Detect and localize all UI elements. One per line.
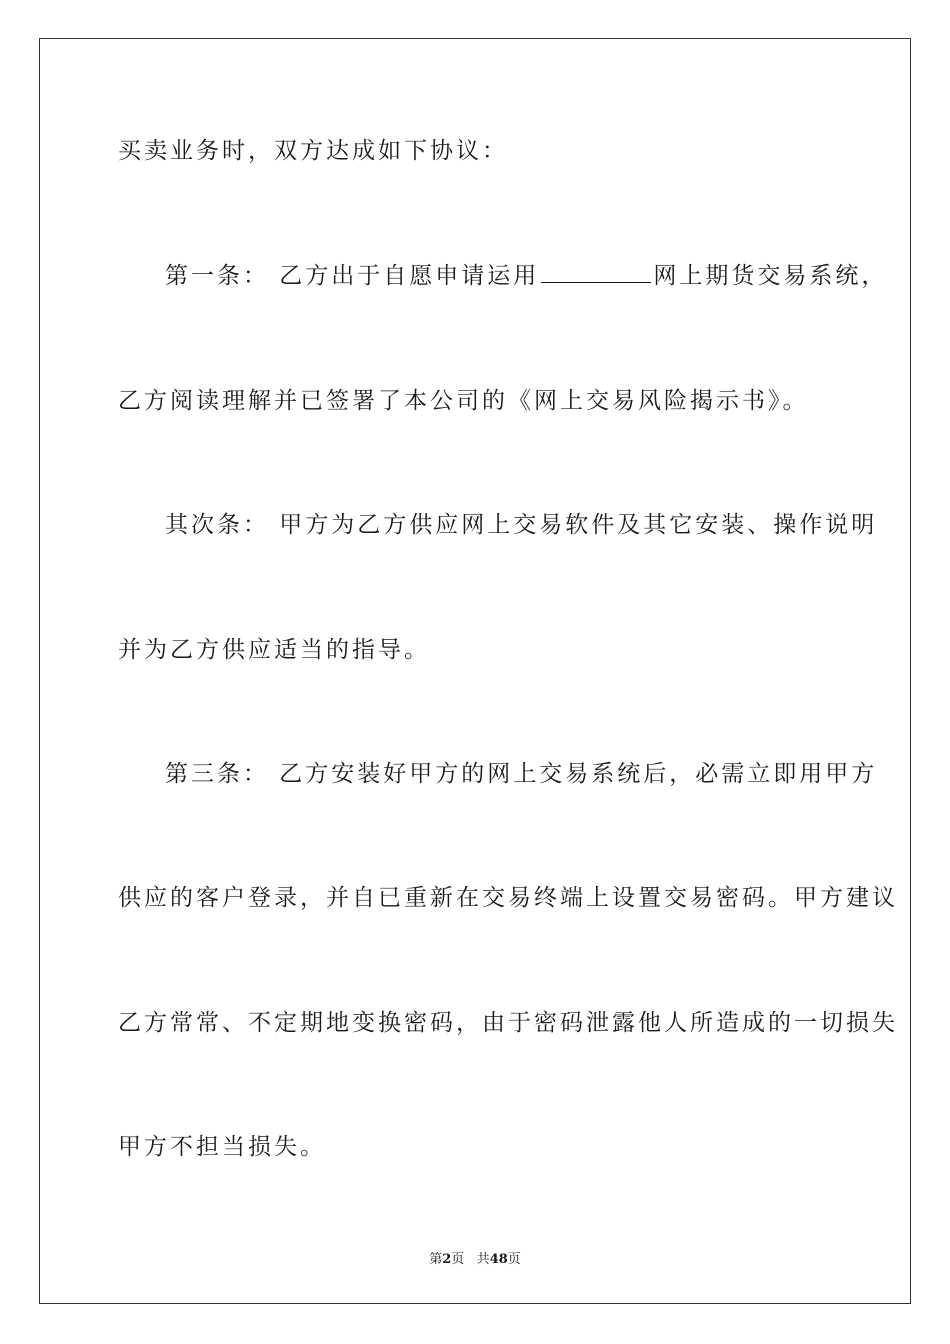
fill-in-blank: [541, 256, 651, 283]
page-border: [39, 38, 911, 1304]
page-footer: [0, 1248, 950, 1267]
page-suffix: 页: [451, 1252, 465, 1267]
total-pages: 48: [489, 1252, 508, 1267]
text-line-8: 乙方常常、不定期地变换密码，由于密码泄露他人所造成的一切损失: [118, 1010, 898, 1036]
text-line-5: 并为乙方供应适当的指导。: [118, 637, 430, 663]
total-prefix: 共: [476, 1252, 490, 1267]
total-suffix: 页: [507, 1252, 521, 1267]
text-line-3: 乙方阅读理解并已签署了本公司的《网上交易风险揭示书》。: [118, 388, 809, 414]
article-one-start: 第一条： 乙方出于自愿申请运用: [165, 263, 540, 289]
page-number: 2: [442, 1252, 452, 1267]
text-line-6: 第三条： 乙方安装好甲方的网上交易系统后，必需立即用甲方: [165, 761, 878, 787]
text-line-7: 供应的客户登录，并自已重新在交易终端上设置交易密码。甲方建议: [118, 885, 898, 911]
text-line-9: 甲方不担当损失。: [118, 1134, 326, 1160]
article-one-end: 网上期货交易系统，: [653, 263, 888, 289]
text-line-4: 其次条： 甲方为乙方供应网上交易软件及其它安装、操作说明: [165, 512, 878, 538]
text-line-2: [165, 256, 888, 296]
page-prefix: 第: [429, 1252, 443, 1267]
text-line-1: 买卖业务时，双方达成如下协议：: [118, 138, 508, 164]
